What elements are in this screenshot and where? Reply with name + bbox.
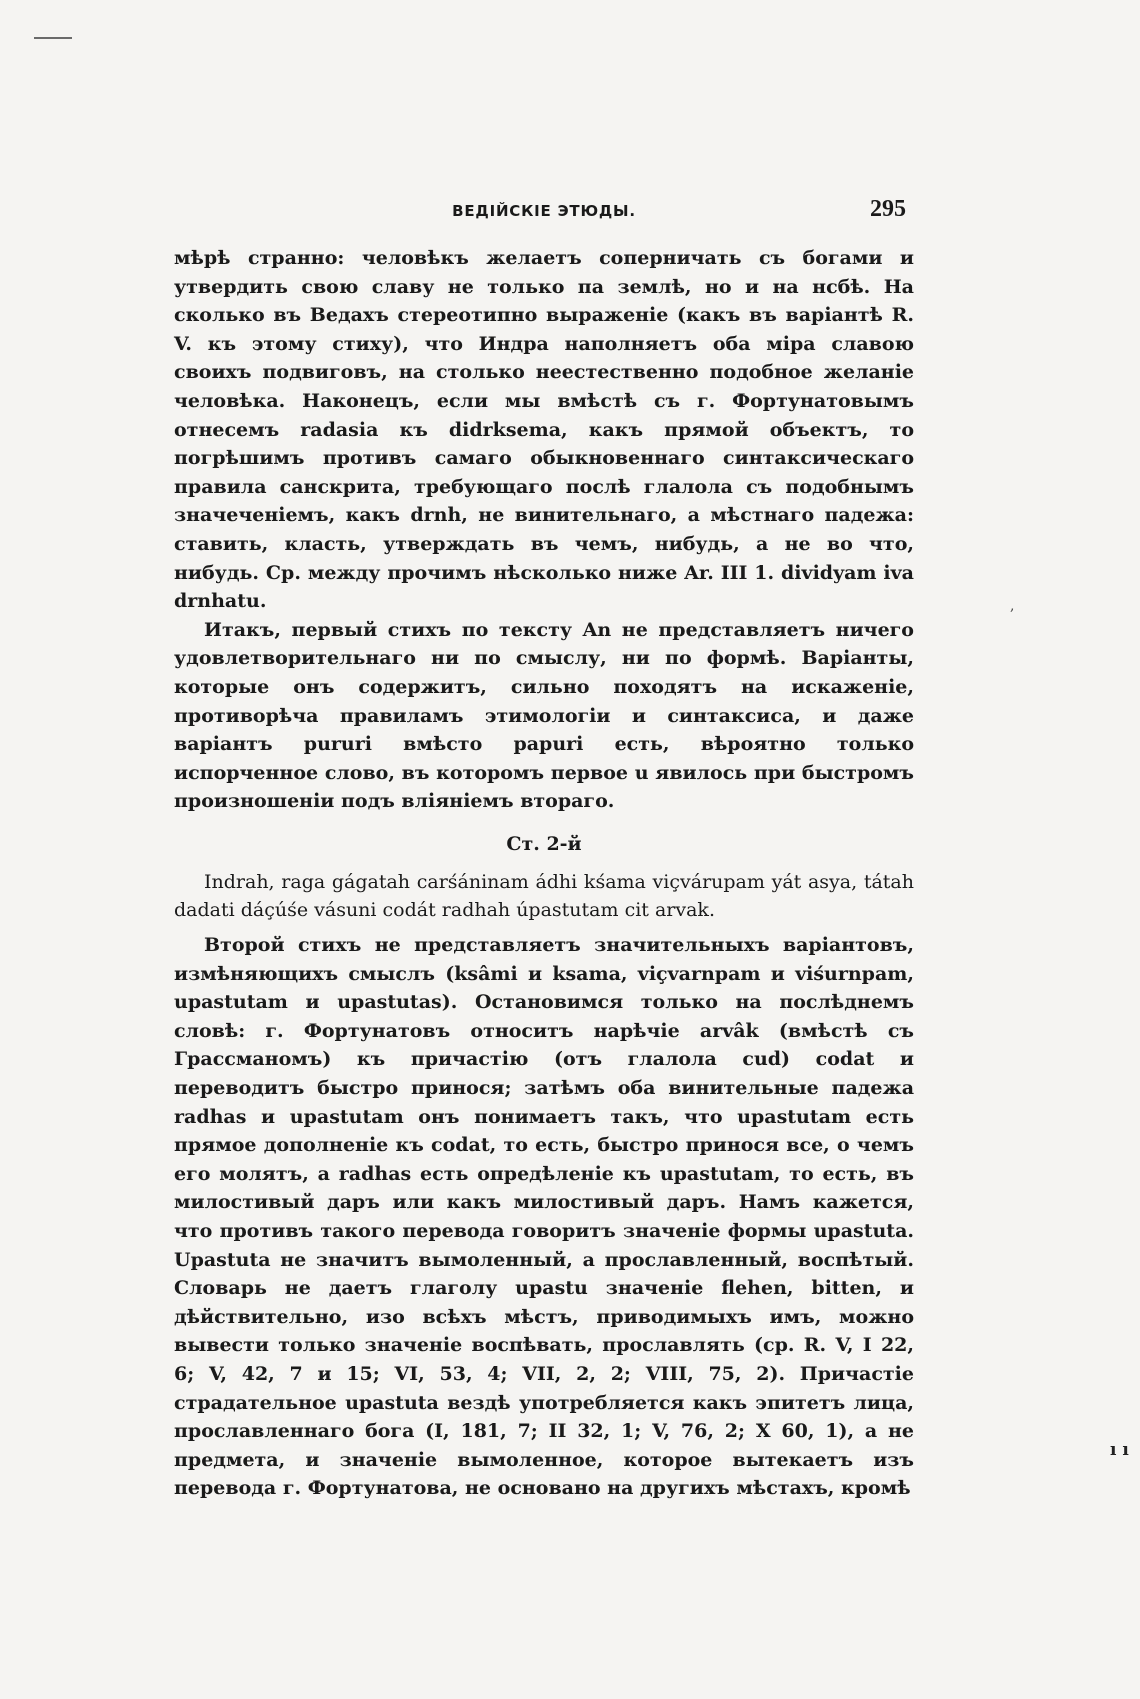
page-content bbox=[174, 196, 914, 1503]
top-edge-rule bbox=[34, 37, 72, 39]
paragraph-2: Итакъ, первый стихъ по тексту An не представляетъ ничего удовлетворительнаго ни по смыслу, ни по формѣ. Варіанты, которые онъ содержитъ, сильно походятъ на искаженіе, противорѣча правиламъ этимологіи и синтаксиса, и даже варіантъ pururi вмѣсто papuri есть, вѣроятно только испорченное слово, въ которомъ первое u явилось при быстромъ произношеніи подъ вліяніемъ втораго. bbox=[174, 618, 914, 813]
running-title: ВЕДІЙСКІЕ ЭТЮДЫ. bbox=[452, 202, 636, 220]
verse-text: Indrah, raga gágatah carśáninam ádhi kśama viçvárupam yát asya, tátah dadati dáçúśe vásuni codát radhah úpastutam cit arvak. bbox=[174, 870, 914, 922]
paragraph-3: Второй стихъ не представляетъ значительныхъ варіантовъ, измѣняющихъ смыслъ (ksâmi и ksama, viçvarnpam и viśurnpam, upastutam и upastutas). Остановимся только на послѣднемъ словѣ: г. Фортунатовъ относитъ нарѣчіе arvâk (вмѣстѣ съ Грассманомъ) къ причастію (отъ глалола cud) codat и переводитъ быстро принося; затѣмъ оба винительные падежа radhas и upastutam онъ понимаетъ такъ, что upastutam есть прямое дополненіе къ codat, то есть, быстро принося все, о чемъ его молятъ, а radhas есть опредѣленіе къ upastutam, то есть, въ милостивый даръ или какъ милостивый даръ. Намъ кажется, что противъ такого перевода говоритъ значеніе формы upastuta. Upastuta не значитъ вымоленный, а прославленный, воспѣтый. Словарь не даетъ глаголу upastu значеніе flehen, bitten, и дѣйствительно, изо всѣхъ мѣстъ, приводимыхъ имъ, можно вывести только значеніе воспѣвать, прославлять (ср. R. V, I 22, 6; V, 42, 7 и 15; VI, 53, 4; VII, 2, 2; VIII, 75, 2). Причастіе страдательное upastuta вездѣ употребляется какъ эпитетъ лица, прославленнаго бога (I, 181, 7; II 32, 1; V, 76, 2; X 60, 1), а не предмета, и значеніе вымоленное, которое вытекаетъ изъ перевода г. Фортунатова, не основано на другихъ мѣстахъ, кромѣ bbox=[174, 934, 914, 1500]
page-number: 295 bbox=[870, 196, 906, 222]
body-text bbox=[174, 244, 914, 1503]
stray-margin-mark: , bbox=[1010, 598, 1015, 614]
section-heading: Ст. 2-й bbox=[506, 832, 582, 855]
paragraph-1: мѣрѣ странно: человѣкъ желаетъ соперничать съ богами и утвердить свою славу не только па землѣ, но и на нсбѣ. На сколько въ Ведахъ стереотипно выраженіе (какъ въ варіантѣ R. V. къ этому стиху), что Индра наполняетъ оба міра славою своихъ подвиговъ, на столько неестественно подобное желаніе человѣка. Наконецъ, если мы вмѣстѣ съ г. Фортунатовымъ отнесемъ radasia къ didrksema, какъ прямой объектъ, то погрѣшимъ противъ самаго обыкновеннаго синтаксическаго правила санскрита, требующаго послѣ глалола съ подобнымъ значеченіемъ, какъ drnh, не винительнаго, а мѣстнаго падежа: ставить, класть, утверждать въ чемъ, нибудь, а не во что, нибудь. Ср. между прочимъ нѣсколько ниже Ar. III 1. dividyam iva drnhatu. bbox=[174, 247, 914, 613]
running-head bbox=[174, 196, 914, 232]
edge-mark: ı ı bbox=[1110, 1440, 1129, 1460]
